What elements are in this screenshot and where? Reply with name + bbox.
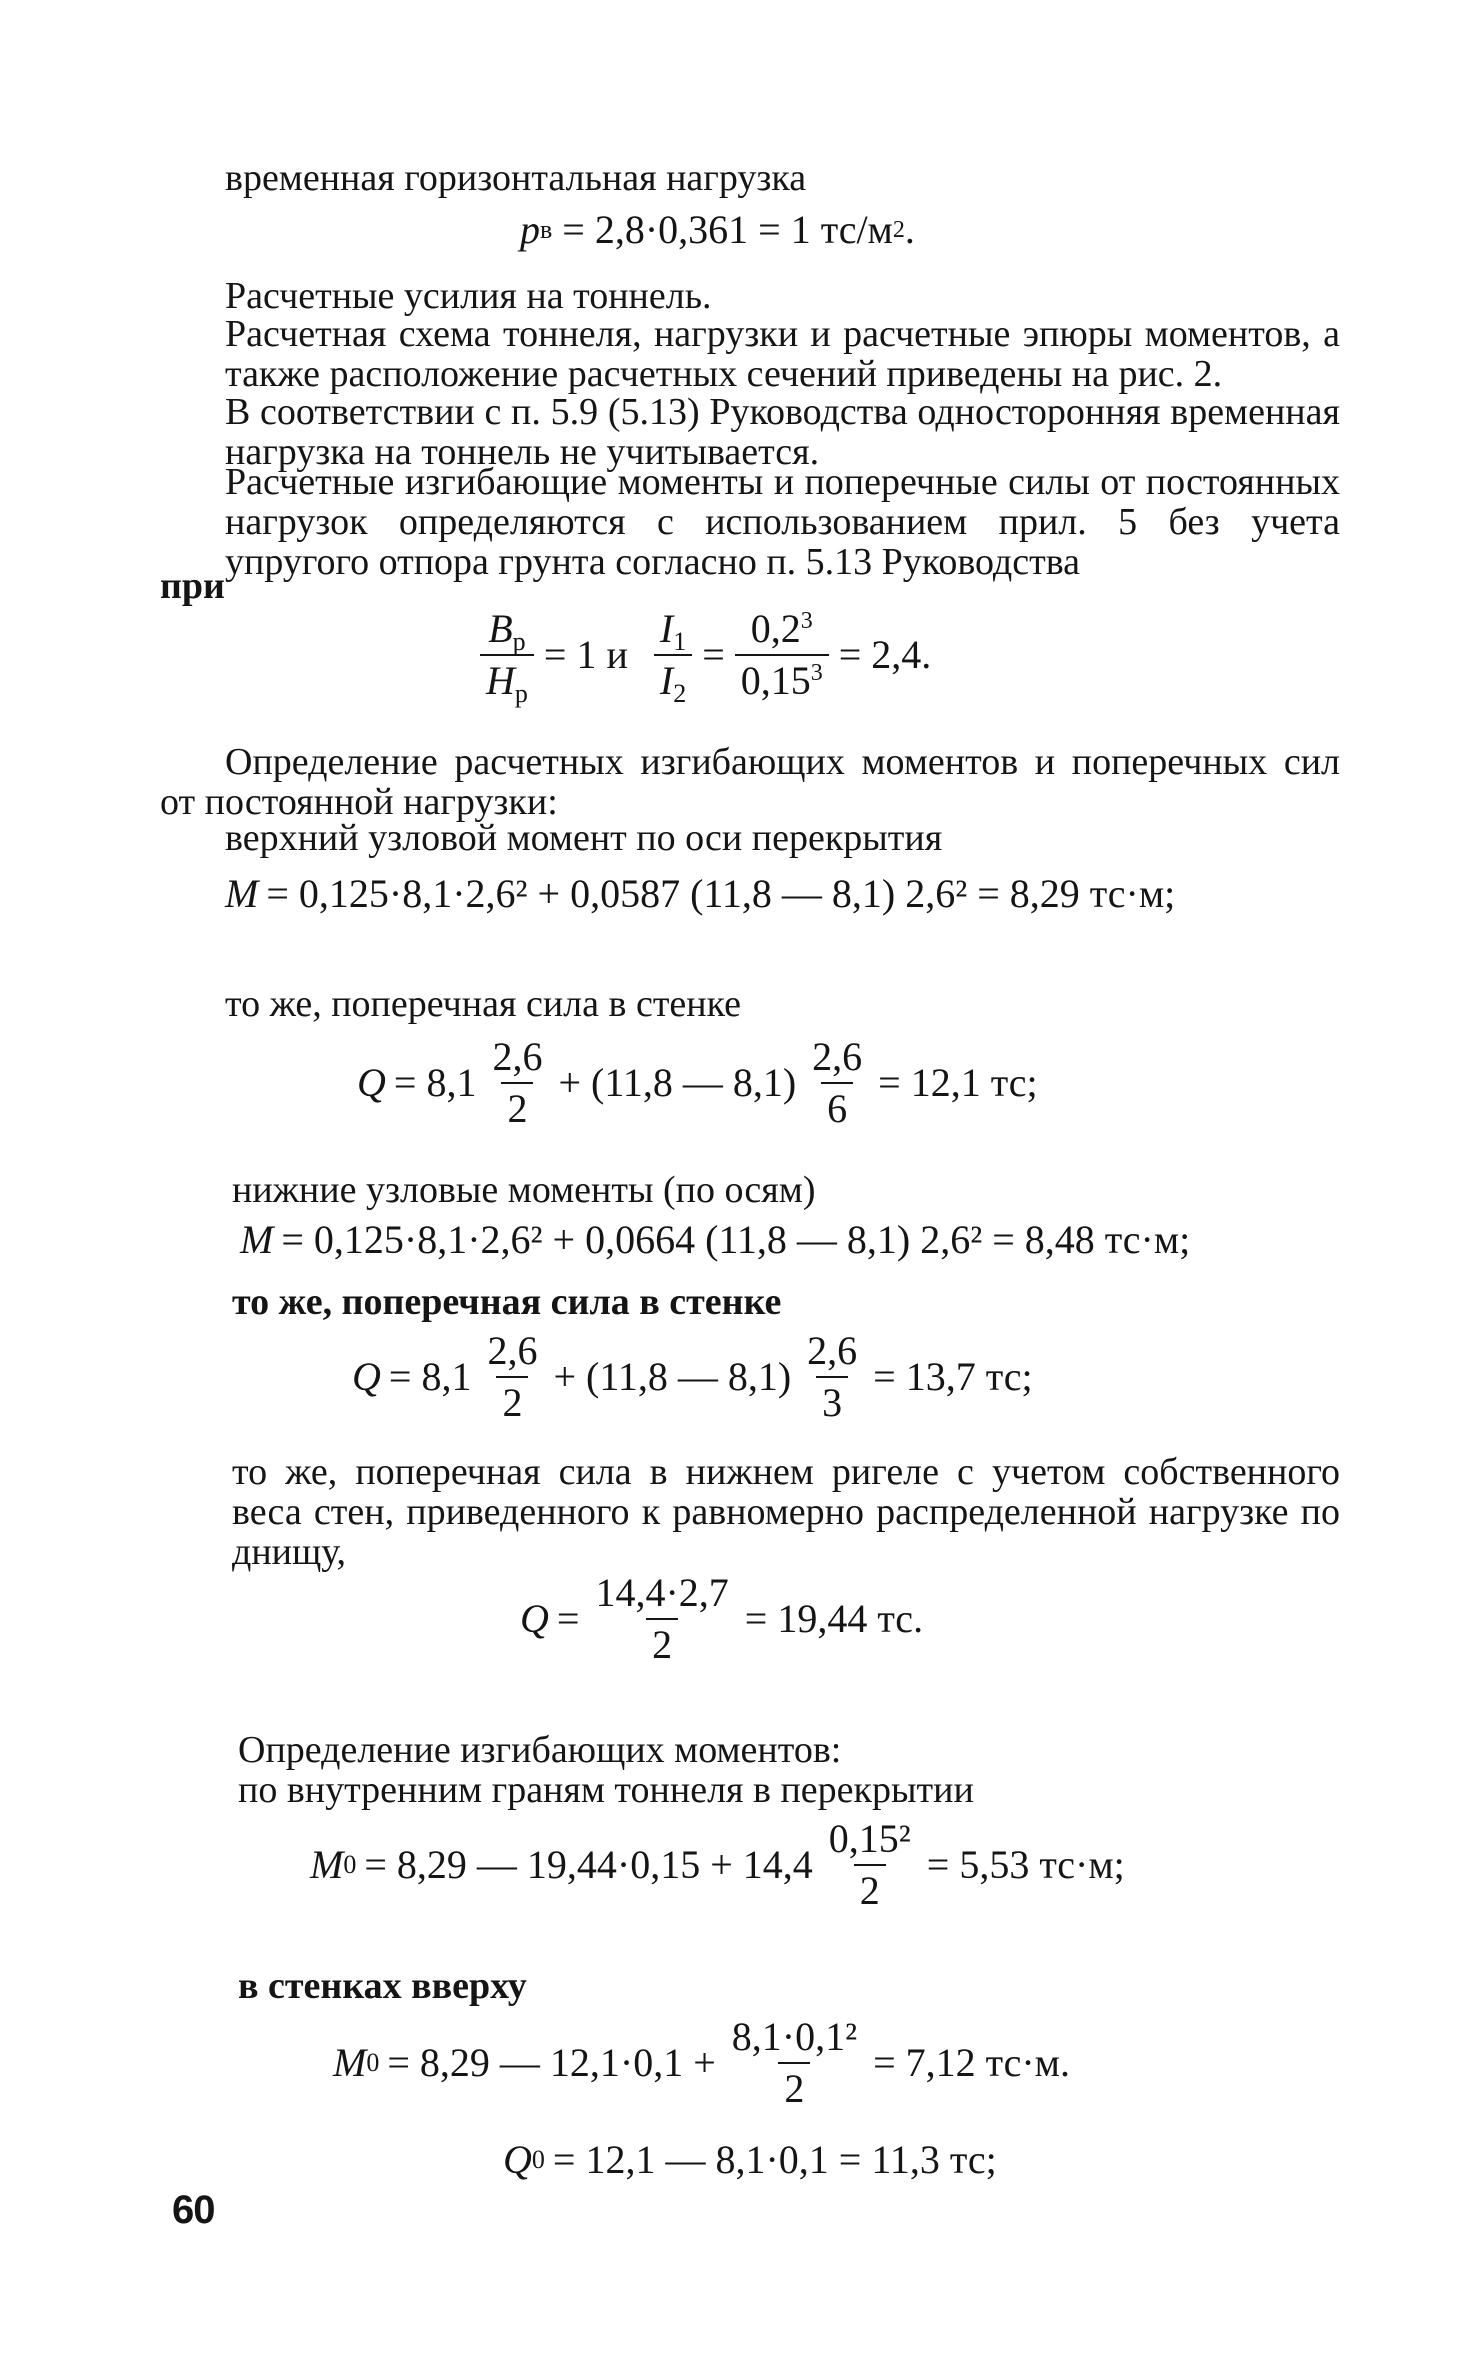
eq-symbol: M (310, 1842, 344, 1887)
frac-subscript: 1 (673, 627, 687, 656)
eq-text: = 8,1 (388, 1354, 472, 1399)
page-number: 60 (172, 2188, 215, 2232)
text-line: нижние узловые моменты (по осям) (232, 1169, 816, 1211)
frac-numerator: 2,6 (492, 1034, 543, 1079)
eq-text: = 8,1 (393, 1060, 477, 1105)
eq-text: = 8,29 — 19,44·0,15 + 14,4 (364, 1842, 813, 1887)
fraction (654, 606, 692, 708)
frac-numerator: B (488, 606, 513, 651)
frac-numerator: 2,6 (807, 1328, 858, 1373)
fraction (806, 1036, 868, 1130)
equation-bottom-moment (240, 1218, 1190, 1262)
equation-slab-face-moment: M 0 = 8,29 — 19,44·0,15 + 14,4 $\frac{\text{0,15²}}{2}$ = 5,53 тс·м; (310, 1816, 1125, 1913)
eq-text: = 1 и (543, 632, 628, 677)
fraction (823, 1818, 917, 1912)
eq-text: + (11,8 — 8,1) (558, 1060, 797, 1105)
fraction (480, 606, 534, 708)
equation-wall-shear-top (357, 1036, 1038, 1130)
eq-expression: = 12,1 — 8,1·0,1 = 11,3 тс; (552, 2137, 997, 2182)
frac-denominator: 0,15 (740, 658, 811, 703)
eq-end: . (904, 207, 915, 252)
equation-wall-top-shear: Q 0 = 12,1 — 8,1·0,1 = 11,3 тс; (503, 2137, 997, 2182)
frac-numerator: 2,6 (812, 1034, 863, 1079)
eq-symbol: Q (520, 1596, 549, 1641)
frac-denominator: 2 (778, 2062, 810, 2110)
eq-text: = (702, 632, 725, 677)
eq-text: = (556, 1596, 580, 1641)
paragraph: В соответствии с п. 5.9 (5.13) Руководства односторонняя временная нагрузка на тоннель не учитывается. (225, 391, 1340, 473)
paragraph: Расчетные изгибающие моменты и поперечные силы от постоянных нагрузок определяются с использованием прил. 5 без учета упругого отпора грунта согласно п. 5.13 Руководства (225, 461, 1340, 583)
equation-wall-top-moment: M 0 = 8,29 — 12,1·0,1 + $\frac{\text{8,1·0,1²}}{2}$ = 7,12 тс·м. (333, 2014, 1070, 2111)
fraction (726, 2016, 863, 2110)
eq-expression: = 0,125·8,1·2,6² + 0,0587 (11,8 — 8,1) 2,6² = 8,29 тс·м; (266, 871, 1176, 916)
frac-denominator: 2 (854, 1864, 886, 1912)
eq-symbol: Q (503, 2137, 532, 2182)
frac-denominator: I (659, 658, 674, 703)
fraction (801, 1330, 863, 1424)
eq-symbol: M (225, 871, 259, 916)
frac-denominator: H (486, 658, 515, 703)
text-line: то же, поперечная сила в стенке (225, 983, 742, 1025)
frac-numerator: 14,4·2,7 (595, 1570, 729, 1615)
fraction (481, 1330, 543, 1424)
eq-text: + (11,8 — 8,1) (553, 1354, 792, 1399)
frac-numerator: 2,6 (487, 1328, 538, 1373)
text-line: по внутренним граням тоннеля в перекрытии (238, 1769, 974, 1811)
text-line: верхний узловой момент по оси перекрытия (225, 817, 943, 859)
frac-subscript: р (514, 679, 528, 708)
frac-superscript: 3 (800, 608, 813, 634)
eq-text: = 2,4. (838, 632, 932, 677)
paragraph: Расчетная схема тоннеля, нагрузки и расчетные эпюры моментов, а также расположение расчетных сечений приведены на рис. 2. (225, 313, 1340, 395)
frac-numerator: 0,15² (828, 1816, 911, 1861)
frac-numerator: 0,2 (750, 606, 801, 651)
frac-denominator: 2 (646, 1618, 678, 1666)
text-line: временная горизонтальная нагрузка (225, 157, 807, 199)
equation-bottom-beam-shear (520, 1572, 923, 1666)
equation-top-moment (225, 872, 1175, 916)
eq-symbol: Q (352, 1354, 381, 1399)
frac-numerator: 8,1·0,1² (731, 2014, 858, 2059)
equation-ratios (470, 606, 932, 708)
text-line: Определение изгибающих моментов: (238, 1729, 842, 1771)
eq-text: = 12,1 тс; (878, 1060, 1038, 1105)
fraction (589, 1572, 734, 1666)
eq-text: = 8,29 — 12,1·0,1 + (387, 2040, 716, 2085)
eq-symbol: Q (357, 1060, 386, 1105)
frac-denominator: 3 (816, 1376, 848, 1424)
fraction (486, 1036, 548, 1130)
fraction (735, 608, 829, 702)
eq-text: = 5,53 тс·м; (926, 1842, 1125, 1887)
eq-symbol: p (520, 207, 540, 252)
eq-text: = 19,44 тс. (744, 1596, 924, 1641)
equation-wall-shear-bottom (352, 1330, 1033, 1424)
frac-denominator: 6 (821, 1082, 853, 1130)
eq-expression: = 2,8·0,361 = 1 тс/м (562, 207, 893, 252)
eq-symbol: M (240, 1217, 274, 1262)
frac-subscript: 2 (673, 679, 687, 708)
eq-symbol: M (333, 2040, 367, 2085)
equation-horizontal-load: p в = 2,8·0,361 = 1 тс/м 2 . (520, 207, 915, 252)
paragraph: то же, поперечная сила в нижнем ригеле с учетом собственного веса стен, приведенного к равномерно распределенной нагрузке по днищу, (232, 1451, 1340, 1573)
eq-text: = 13,7 тс; (873, 1354, 1033, 1399)
frac-numerator: I (659, 606, 674, 651)
paragraph: Определение расчетных изгибающих моментов и поперечных сил от постоянной нагрузки: (160, 741, 1340, 823)
text-line: в стенках вверху (238, 1965, 527, 2007)
eq-text: = 7,12 тс·м. (873, 2040, 1070, 2085)
eq-expression: = 0,125·8,1·2,6² + 0,0664 (11,8 — 8,1) 2,6² = 8,48 тс·м; (281, 1217, 1191, 1262)
text-line: Расчетные усилия на тоннель. (225, 275, 712, 317)
frac-superscript: 3 (810, 660, 823, 686)
text-line: при (160, 565, 225, 607)
frac-subscript: р (512, 627, 526, 656)
frac-denominator: 2 (496, 1376, 528, 1424)
text-line: то же, поперечная сила в стенке (232, 1281, 782, 1323)
frac-denominator: 2 (501, 1082, 533, 1130)
